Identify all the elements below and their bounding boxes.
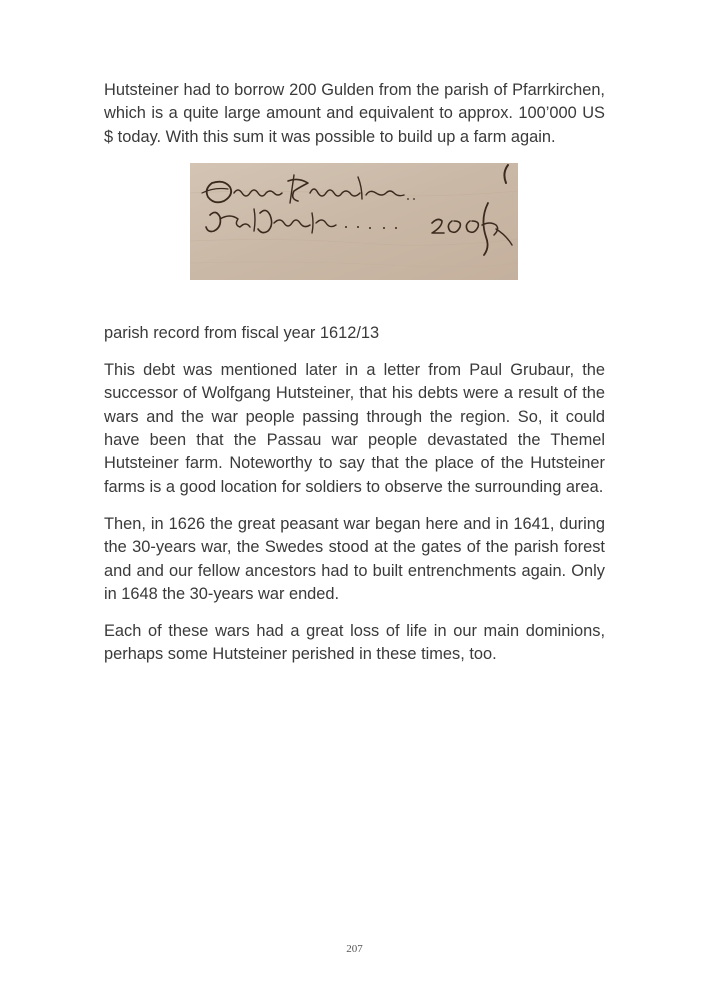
page-content [104, 79, 605, 681]
paragraph-2: This debt was mentioned later in a letter from Paul Grubaur, the successor of Wolfgang Hutsteiner, that his debts were a result of the wars and the war people passing through the region. So, it could have been that the Passau war people devastated the Themel Hutsteiner farm. Noteworthy to say that the place of the Hutsteiner farms is a good location for soldiers to observe the surrounding area. [104, 361, 605, 496]
handwritten-manuscript-scan [190, 163, 518, 280]
paragraph-1: Hutsteiner had to borrow 200 Gulden from the parish of Pfarrkirchen, which is a quite large amount and equivalent to approx. 100’000 US $ today. With this sum it was possible to build up a farm again. [104, 81, 605, 146]
paragraph-3: Then, in 1626 the great peasant war began here and in 1641, during the 30-years war, the Swedes stood at the gates of the parish forest and and our fellow ancestors had to built entrenchments again. Only in 1648 the 30-years war ended. [104, 514, 605, 603]
paragraph-4: Each of these wars had a great loss of life in our main dominions, perhaps some Hutsteiner perished in these times, too. [104, 622, 605, 664]
parish-record-image [190, 163, 518, 280]
figure-caption: parish record from fiscal year 1612/13 [104, 323, 380, 342]
page-number: 207 [346, 943, 363, 955]
